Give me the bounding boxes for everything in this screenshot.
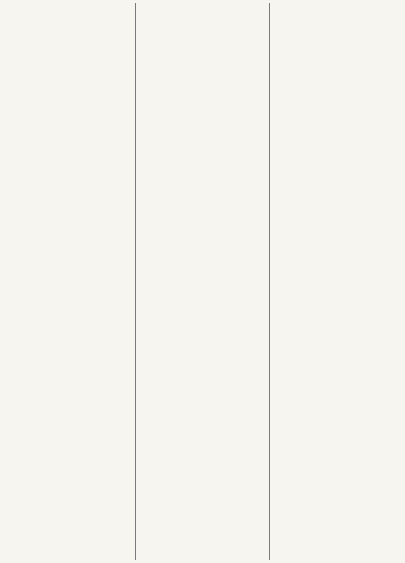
- column-1: [3, 3, 135, 560]
- column-3: [269, 3, 402, 560]
- column-2: [135, 3, 268, 560]
- column-container: [3, 3, 402, 560]
